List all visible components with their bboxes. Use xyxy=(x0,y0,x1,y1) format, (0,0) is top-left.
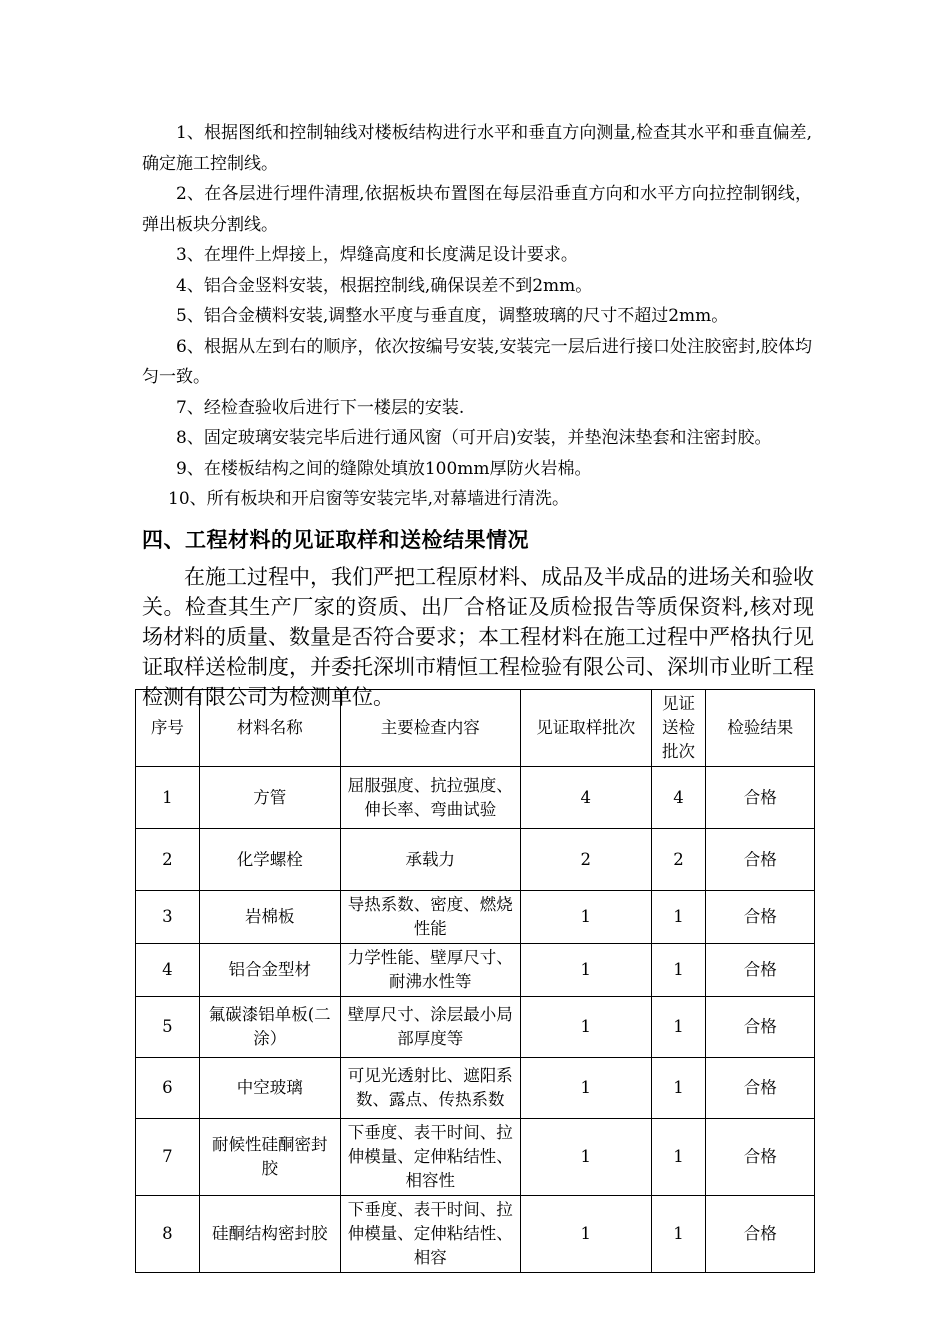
cell-no: 2 xyxy=(136,829,200,891)
cell-name: 耐候性硅酮密封胶 xyxy=(199,1119,340,1196)
cell-result: 合格 xyxy=(706,891,815,944)
cell-result: 合格 xyxy=(706,997,815,1058)
cell-send: 1 xyxy=(651,944,706,997)
cell-no: 3 xyxy=(136,891,200,944)
cell-content: 下垂度、表干时间、拉伸模量、定伸粘结性、相容 xyxy=(340,1196,520,1273)
header-send: 见证送检批次 xyxy=(651,690,706,767)
cell-result: 合格 xyxy=(706,767,815,829)
cell-name: 氟碳漆铝单板(二涂） xyxy=(199,997,340,1058)
cell-send: 1 xyxy=(651,997,706,1058)
step-item: 5、铝合金横料安装,调整水平度与垂直度，调整玻璃的尺寸不超过2mm。 xyxy=(176,306,729,326)
step-item: 2、在各层进行埋件清理,依据板块布置图在每层沿垂直方向和水平方向拉控制钢线，弹出板块分割线。 xyxy=(142,184,812,235)
cell-content: 导热系数、密度、燃烧性能 xyxy=(340,891,520,944)
step-item: 1、根据图纸和控制轴线对楼板结构进行水平和垂直方向测量,检查其水平和垂直偏差,确定施工控制线。 xyxy=(142,123,812,174)
cell-sample: 4 xyxy=(520,767,651,829)
cell-sample: 1 xyxy=(520,891,651,944)
cell-result: 合格 xyxy=(706,1058,815,1119)
cell-send: 1 xyxy=(651,1058,706,1119)
header-no: 序号 xyxy=(136,690,200,767)
cell-content: 承载力 xyxy=(340,829,520,891)
cell-name: 岩棉板 xyxy=(199,891,340,944)
header-result: 检验结果 xyxy=(706,690,815,767)
cell-sample: 1 xyxy=(520,1119,651,1196)
cell-send: 1 xyxy=(651,891,706,944)
cell-no: 1 xyxy=(136,767,200,829)
cell-send: 1 xyxy=(651,1196,706,1273)
cell-content: 屈服强度、抗拉强度、伸长率、弯曲试验 xyxy=(340,767,520,829)
header-content: 主要检查内容 xyxy=(340,690,520,767)
cell-sample: 1 xyxy=(520,1196,651,1273)
step-item: 7、经检查验收后进行下一楼层的安装. xyxy=(176,397,465,418)
step-item: 10、所有板块和开启窗等安装完毕,对幕墙进行清洗。 xyxy=(168,489,570,509)
cell-no: 4 xyxy=(136,944,200,997)
cell-name: 铝合金型材 xyxy=(199,944,340,997)
materials-table xyxy=(135,689,815,1273)
cell-result: 合格 xyxy=(706,1119,815,1196)
cell-name: 中空玻璃 xyxy=(199,1058,340,1119)
cell-sample: 1 xyxy=(520,1058,651,1119)
cell-send: 1 xyxy=(651,1119,706,1196)
cell-sample: 1 xyxy=(520,997,651,1058)
cell-content: 力学性能、壁厚尺寸、耐沸水性等 xyxy=(340,944,520,997)
cell-content: 可见光透射比、遮阳系数、露点、传热系数 xyxy=(340,1058,520,1119)
table-header-row xyxy=(136,690,815,767)
step-item: 8、固定玻璃安装完毕后进行通风窗（可开启)安装，并垫泡沫垫套和注密封胶。 xyxy=(176,428,772,448)
header-sample: 见证取样批次 xyxy=(520,690,651,767)
step-item: 6、根据从左到右的顺序，依次按编号安装,安装完一层后进行接口处注胶密封,胶体均匀一致。 xyxy=(142,336,812,387)
table-row xyxy=(136,1196,815,1273)
cell-sample: 1 xyxy=(520,944,651,997)
cell-no: 7 xyxy=(136,1119,200,1196)
cell-send: 2 xyxy=(651,829,706,891)
cell-result: 合格 xyxy=(706,944,815,997)
table-row xyxy=(136,944,815,997)
section-intro: 在施工过程中，我们严把工程原材料、成品及半成品的进场关和验收关。检查其生产厂家的资质、出厂合格证及质检报告等质保资料,核对现场材料的质量、数量是否符合要求；本工程材料在施工过程中严格执行见证取样送检制度，并委托深圳市精恒工程检验有限公司、深圳市业昕工程检测有限公司为检测单位。 xyxy=(142,565,814,709)
step-item: 3、在埋件上焊接上，焊缝高度和长度满足设计要求。 xyxy=(176,245,578,265)
cell-name: 化学螺栓 xyxy=(199,829,340,891)
cell-name: 方管 xyxy=(199,767,340,829)
installation-steps xyxy=(142,118,812,515)
step-item: 9、在楼板结构之间的缝隙处填放100mm厚防火岩棉。 xyxy=(176,458,592,479)
cell-content: 壁厚尺寸、涂层最小局部厚度等 xyxy=(340,997,520,1058)
cell-result: 合格 xyxy=(706,829,815,891)
cell-content: 下垂度、表干时间、拉伸模量、定伸粘结性、相容性 xyxy=(340,1119,520,1196)
table-row xyxy=(136,1058,815,1119)
cell-no: 6 xyxy=(136,1058,200,1119)
cell-result: 合格 xyxy=(706,1196,815,1273)
table-row xyxy=(136,997,815,1058)
cell-sample: 2 xyxy=(520,829,651,891)
table-row xyxy=(136,1119,815,1196)
table-row xyxy=(136,767,815,829)
cell-name: 硅酮结构密封胶 xyxy=(199,1196,340,1273)
cell-send: 4 xyxy=(651,767,706,829)
cell-no: 5 xyxy=(136,997,200,1058)
step-item: 4、铝合金竖料安装，根据控制线,确保误差不到2mm。 xyxy=(176,275,593,296)
section-heading: 四、工程材料的见证取样和送检结果情况 xyxy=(142,528,529,552)
table-row xyxy=(136,829,815,891)
header-name: 材料名称 xyxy=(199,690,340,767)
cell-no: 8 xyxy=(136,1196,200,1273)
table-row xyxy=(136,891,815,944)
